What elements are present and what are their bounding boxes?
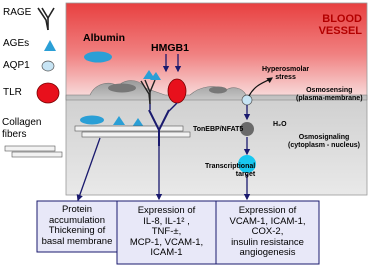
collagen-fiber-2 bbox=[82, 132, 190, 137]
tlr-membrane bbox=[168, 79, 186, 103]
hmgb1-label: HMGB1 bbox=[151, 42, 189, 54]
rage-legend-icon bbox=[38, 8, 54, 30]
tlr-legend-icon bbox=[37, 83, 59, 103]
aqp1-membrane bbox=[242, 95, 252, 105]
h2o-label: H₂O bbox=[273, 121, 287, 128]
protein-accumulation-text: Protein accumulation Thickening of basal membrane bbox=[41, 204, 113, 247]
ages-legend-label: AGEs bbox=[3, 38, 30, 49]
osmosensing-label: Osmosensing (plasma-membrane) bbox=[296, 87, 363, 102]
albumin-shape bbox=[84, 52, 112, 63]
cell-nucleus-right bbox=[209, 87, 227, 94]
cytokine-expression-text: Expression of IL-8, IL-1² , TNF-±, MCP-1, VCAM-1, ICAM-1 bbox=[129, 205, 204, 259]
tlr-legend-label: TLR bbox=[3, 87, 22, 98]
collagen-legend-icon bbox=[5, 146, 62, 157]
ages-legend-icon bbox=[44, 40, 56, 51]
albumin-tissue bbox=[80, 116, 104, 125]
hyperosmolar-label: Hyperosmolar stress bbox=[262, 66, 310, 81]
vcam-expression-text: Expression of VCAM-1, ICAM-1, COX-2, insulin resistance angiogenesis bbox=[229, 205, 306, 259]
collagen-legend-label: Collagen fibers bbox=[2, 117, 42, 140]
blood-vessel-title: BLOOD VESSEL bbox=[318, 13, 362, 37]
albumin-label: Albumin bbox=[83, 32, 125, 44]
tonebp-label: TonEBP/NFAT5 bbox=[193, 126, 244, 133]
collagen-fiber-1 bbox=[75, 126, 183, 131]
cell-nucleus-left bbox=[108, 84, 136, 93]
osmosignaling-label: Osmosignaling (cytoplasm - nucleus) bbox=[288, 134, 360, 149]
rage-legend-label: RAGE bbox=[3, 7, 32, 18]
aqp1-legend-label: AQP1 bbox=[3, 60, 30, 71]
aqp1-legend-icon bbox=[42, 61, 54, 71]
transcriptional-target-label: Transcriptional target bbox=[205, 163, 256, 178]
